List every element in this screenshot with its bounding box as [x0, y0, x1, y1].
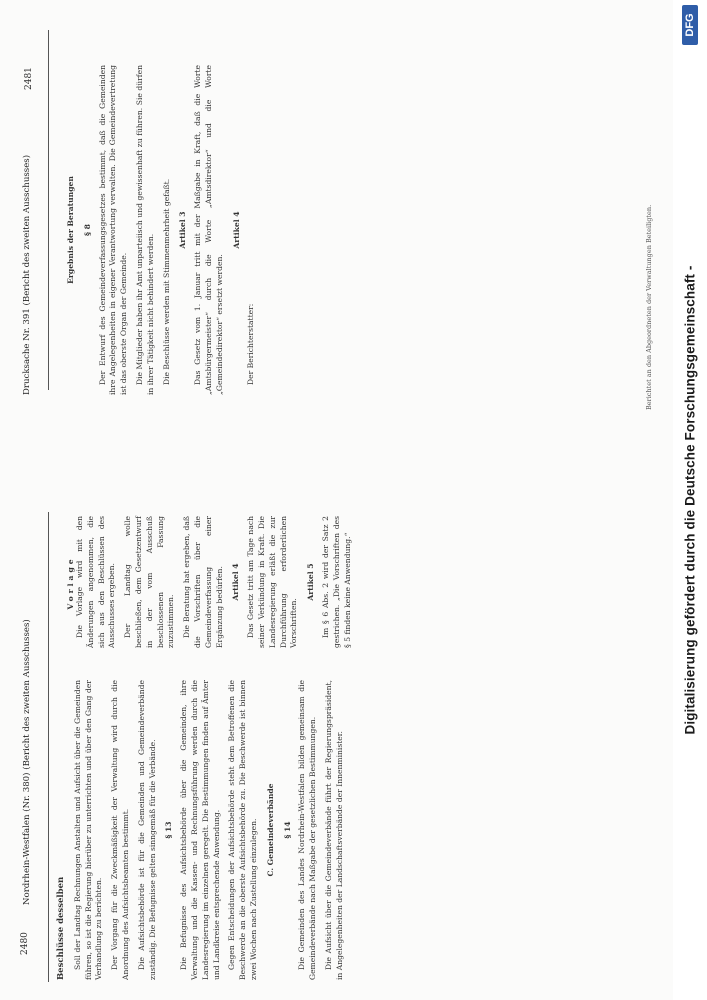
section-heading: § 8: [82, 224, 92, 236]
section-heading: Artikel 5: [306, 563, 316, 601]
column-title: Vorlage: [66, 556, 75, 610]
left-col2-body: [75, 516, 358, 648]
column-title: Ergebnis der Beratungen: [66, 176, 75, 284]
section-heading: Artikel 4: [231, 563, 241, 601]
dfg-logo: [682, 5, 698, 45]
right-column-1: [60, 65, 262, 395]
paragraph: Die Beratung hat ergeben, daß die Vorschriften über die Gemeindeverfassung einer Ergänzung bedürfen.: [182, 516, 224, 648]
header-rule: [48, 30, 49, 390]
subheading: C. Gemeindeverbände: [265, 783, 275, 877]
section-heading: § 13: [164, 821, 174, 839]
paragraph: Der Landtag wolle beschließen, dem Gesetzentwurf in der vom Ausschuß beschlossenen Fassung zuzustimmen.: [123, 516, 176, 648]
paragraph: Das Gesetz vom 1. Januar tritt mit der Maßgabe in Kraft, daß die Worte „Amtsbürgermeister“ durch die Worte „Amtsdirektor“ und die Worte „Gemeindedirektor“ ersetzt werden.: [193, 65, 224, 395]
paragraph: Im § 6 Abs. 2 wird der Satz 2 gestrichen. „Die Vorschriften des § 5 finden keine Anwendung.“: [320, 516, 352, 648]
section-heading: Artikel 4: [231, 211, 241, 249]
page-number: 2480: [20, 932, 30, 955]
watermark-text: Digitalisierung gefördert durch die Deutsche Forschungsgemeinschaft -: [682, 265, 698, 735]
paragraph: Die Befugnisse des Aufsichtsbehörde über die Gemeinden, ihre Verwaltung und die Kassen- und Rechnungsführung werden durch die Landesregierung im einzelnen geregelt. Die Bestimmungen finden auf Ämter und Landkreise entsprechende Anwendung.: [179, 680, 221, 980]
watermark-strip: [673, 0, 707, 1000]
paragraph: Die Aufsicht über die Gemeindeverbände führt der Regierungspräsident, in Angelegenheiten der Landschaftsverbände der Innenminister.: [323, 680, 344, 980]
paragraph: Der Vorgang für die Zweckmäßigkeit der Verwaltung wird durch die Anordnung des Aufsichtsbeamten bestimmt.: [110, 680, 130, 980]
paragraph: Die Vorlage wird mit den Änderungen angenommen, die sich aus den Beschlüssen des Ausschusses ergeben.: [75, 516, 117, 648]
paragraph: Der Entwurf des Gemeindeverfassungsgesetzes bestimmt, daß die Gemeinden ihre Angelegenheiten in eigener Verantwortung verwalten. Die Gemeindevertretung ist das oberste Organ der Gemeinde.: [97, 65, 129, 395]
section-heading: Artikel 3: [178, 211, 188, 249]
signature-line: Der Berichterstatter:: [246, 303, 256, 385]
paragraph: Soll der Landtag Rechnungen Anstalten und Aufsicht über die Gemeinden führen, so ist die Regierung hierüber zu unterrichten und über den Gang der Verhandlung zu berichten.: [72, 680, 104, 980]
running-header: Drucksache Nr. 391 (Bericht des zweiten Ausschusses): [22, 154, 32, 395]
page-number: 2481: [24, 67, 34, 90]
paragraph: Die Aufsichtsbehörde ist für die Gemeinden und Gemeindeverbände zuständig. Die Befugnisse gelten sinngemäß für die Verbände.: [136, 680, 157, 980]
paragraph: Gegen Entscheidungen der Aufsichtsbehörde steht dem Betroffenen die Beschwerde an die oberste Aufsichtsbehörde zu. Die Beschwerde ist binnen zwei Wochen nach Zustellung einzulegen.: [227, 680, 258, 980]
column-title: Beschlüsse desselben: [56, 876, 66, 980]
header-rule: [48, 512, 49, 982]
paragraph: Die Beschlüsse werden mit Stimmenmehrheit gefaßt.: [161, 178, 171, 385]
left-column-1: [56, 680, 351, 980]
running-header: Nordrhein-Westfalen (Nr. 380) (Bericht des zweiten Ausschusses): [22, 619, 32, 905]
paragraph: Die Mitglieder haben ihr Amt unparteiisch und gewissenhaft zu führen. Sie dürfen in ihrer Tätigkeit nicht behindert werden.: [134, 65, 155, 395]
section-heading: § 14: [282, 821, 292, 839]
paragraph: Die Gemeinden des Landes Nordrhein-Westfalen bilden gemeinsam die Gemeindeverbände nach Maßgabe der gesetzlichen Bestimmungen.: [297, 680, 318, 980]
paragraph: Das Gesetz tritt am Tage nach seiner Verkündung in Kraft. Die Landesregierung erläßt die zur Durchführung erforderlichen Vorschriften.: [246, 516, 299, 648]
dfg-logo-text: DFG: [684, 13, 696, 37]
footnote: Berichtet an den Abgeordneten der Verwaltungen Beteiligten.: [645, 204, 653, 410]
